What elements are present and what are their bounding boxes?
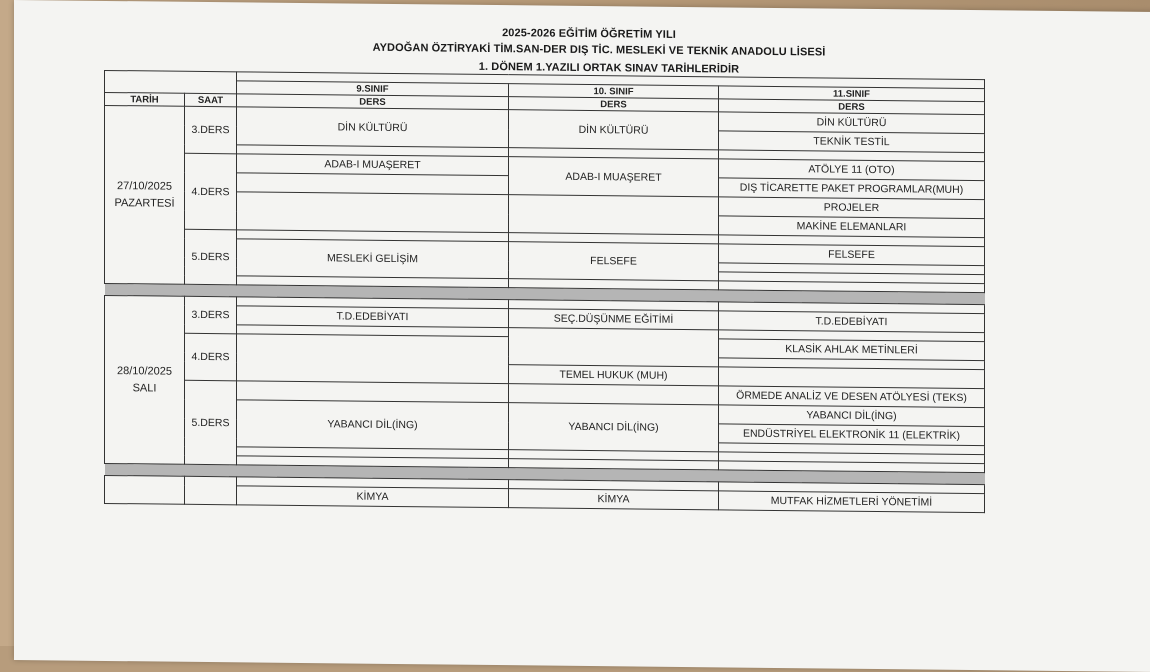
cell-11: ENDÜSTRİYEL ELEKTRONİK 11 (ELEKTRİK) <box>719 424 985 446</box>
period-cell: 3.DERS <box>185 106 237 154</box>
cell-11: TEKNİK TESTİL <box>719 131 985 153</box>
exam-schedule-table <box>104 70 985 513</box>
empty-cell <box>237 334 509 384</box>
empty-cell <box>237 192 509 233</box>
weekday-text: PAZARTESİ <box>114 196 175 210</box>
date-cell <box>105 105 185 284</box>
cell-9: DİN KÜLTÜRÜ <box>237 107 509 148</box>
cell-10: FELSEFE <box>509 242 719 281</box>
cell-11: FELSEFE <box>719 244 985 266</box>
period-cell: 5.DERS <box>185 229 237 285</box>
cell-10: ADAB-I MUAŞERET <box>509 157 719 197</box>
date-text: 28/10/2025 <box>116 364 173 378</box>
date-cell <box>105 295 185 464</box>
cell-9: ADAB-I MUAŞERET <box>237 154 509 176</box>
cell-10: DİN KÜLTÜRÜ <box>509 110 719 150</box>
empty-cell <box>509 195 719 235</box>
exam-title: 1. DÖNEM 1.YAZILI ORTAK SINAV TARİHLERİDİR <box>478 60 740 76</box>
cell-11: ÖRMEDE ANALİZ VE DESEN ATÖLYESİ (TEKS) <box>719 386 985 408</box>
period-cell: 4.DERS <box>185 333 237 381</box>
cell-10: KİMYA <box>509 489 719 510</box>
course-header-9: DERS <box>237 94 509 110</box>
period-column-header: SAAT <box>185 93 237 107</box>
cell-11: MUTFAK HİZMETLERİ YÖNETİMİ <box>719 491 985 513</box>
cell-9: KİMYA <box>237 486 509 508</box>
period-cell: 4.DERS <box>185 153 237 230</box>
cell-11: KLASİK AHLAK METİNLERİ <box>719 339 985 361</box>
cell-9: MESLEKİ GELİŞİM <box>237 239 509 279</box>
period-cell: 3.DERS <box>185 296 237 334</box>
corner-cell <box>105 70 237 93</box>
date-cell <box>105 475 185 504</box>
cell-10: SEÇ.DÜŞÜNME EĞİTİMİ <box>509 309 719 330</box>
cell-11: PROJELER <box>719 197 985 219</box>
cell-11: T.D.EDEBİYATI <box>719 311 985 333</box>
grade-9-header: 9.SINIF <box>237 81 509 97</box>
cell-11: ATÖLYE 11 (OTO) <box>719 159 985 181</box>
course-header-10: DERS <box>509 97 719 112</box>
period-cell: 5.DERS <box>185 380 237 465</box>
date-column-header: TARİH <box>105 92 185 106</box>
cell-9: YABANCI DİL(İNG) <box>237 400 509 450</box>
grade-10-header: 10. SINIF <box>509 84 719 99</box>
school-year-title: 2025-2026 EĞİTİM ÖĞRETİM YILI <box>502 27 676 41</box>
period-cell <box>185 476 237 505</box>
exam-schedule-sheet <box>14 0 1150 672</box>
grade-11-header: 11.SINIF <box>719 86 985 102</box>
weekday-text: SALI <box>132 381 157 394</box>
date-text: 27/10/2025 <box>116 179 173 193</box>
empty-cell <box>509 328 719 367</box>
cell-10: TEMEL HUKUK (MUH) <box>509 365 719 386</box>
cell-11: YABANCI DİL(İNG) <box>719 405 985 427</box>
cell-11: DİN KÜLTÜRÜ <box>719 112 985 134</box>
cell-11: MAKİNE ELEMANLARI <box>719 216 985 238</box>
school-name: AYDOĞAN ÖZTİRYAKİ TİM.SAN-DER DIŞ TİC. MESLEKİ VE TEKNİK ANADOLU LİSESİ <box>372 41 826 59</box>
cell-9: T.D.EDEBİYATI <box>237 306 509 328</box>
cell-11: DIŞ TİCARETTE PAKET PROGRAMLAR(MUH) <box>719 178 985 200</box>
empty-cell <box>509 384 719 405</box>
cell-10: YABANCI DİL(İNG) <box>509 403 719 452</box>
course-header-11: DERS <box>719 99 985 115</box>
